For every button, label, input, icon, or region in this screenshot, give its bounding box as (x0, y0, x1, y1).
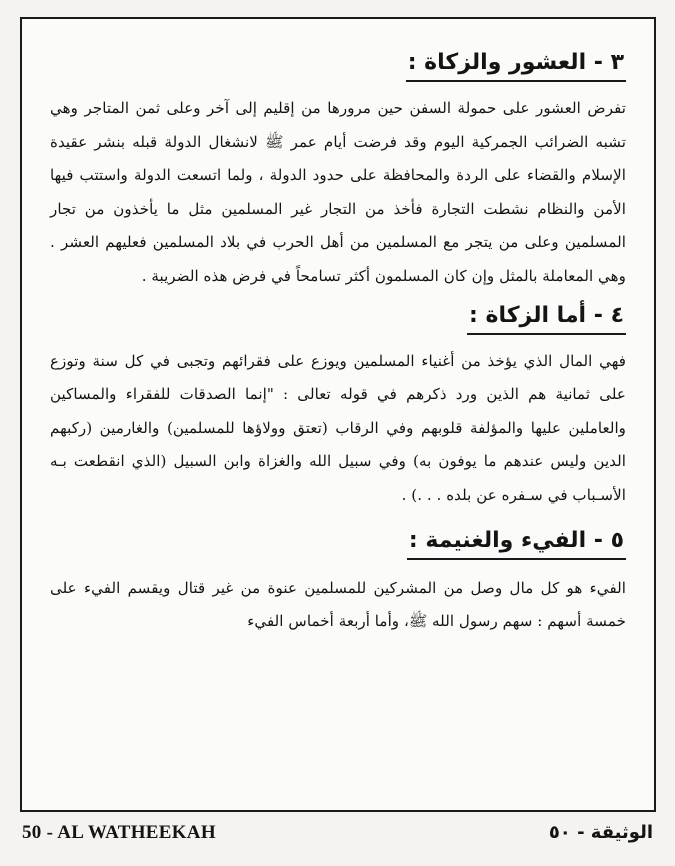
section-3 (50, 47, 626, 82)
section-3-paragraph: تفرض العشور على حمولة السفن حين مرورها من إقليم إلى آخر وعلى ثمن المتاجر وهي تشبه الضرائب الجمركية اليوم وقد فرضت أيام عمر ﷺ لانشغال الدولة قبله بنشر عقيدة الإسلام والقضاء على الردة والمحافظة على حدود الدولة ، ولما اتسعت الدولة واستتب فيها الأمن والنظام نشطت التجارة فأخذ من التجار غير المسلمين مثل ما يأخذون من تجار المسلمين وعلى من يتجر مع المسلمين من أهل الحرب في بلاد المسلمين فعليهم العشر . وهي المعاملة بالمثل وإن كان المسلمون أكثر تسامحاً في فرض هذه الضريبة . (50, 99, 626, 285)
section-5 (50, 525, 626, 560)
section-4-heading: ٤ - أما الزكاة : (467, 300, 626, 335)
page-footer (0, 822, 675, 852)
footer-page-label-arabic: الوثيقة - ٥٠ (548, 822, 653, 843)
section-5-heading: ٥ - الفيء والغنيمة : (407, 525, 626, 560)
document-body (50, 47, 626, 639)
section-4 (50, 300, 626, 335)
section-5-paragraph: الفيء هو كل مال وصل من المشركين للمسلمين عنوة من غير قتال ويقسم الفيء على خمسة أسهم : سهم رسول الله ﷺ، وأما أربعة أخماس الفيء (50, 578, 626, 631)
page-frame (20, 17, 656, 812)
footer-page-label-english: 50 - AL WATHEEKAH (22, 822, 216, 843)
section-4-paragraph: فهي المال الذي يؤخذ من أغنياء المسلمين ويوزع على فقرائهم وتجبى في كل سنة وتوزع على ثمانية هم الذين ورد ذكرهم في قوله تعالى : "إنما الصدقات للفقراء والمساكين والعاملين عليها والمؤلفة قلوبهم وفي الرقاب (تعتق وولاؤها للمسلمين) والغارمين (ركبهم الدين وليس عندهم ما يوفون به) وفي سبيل الله والغزاة وابن السبيل (الذي انقطعت بـه الأسـباب في سـفره عن بلده . . .) . (50, 351, 626, 504)
section-3-heading: ٣ - العشور والزكاة : (406, 47, 626, 82)
